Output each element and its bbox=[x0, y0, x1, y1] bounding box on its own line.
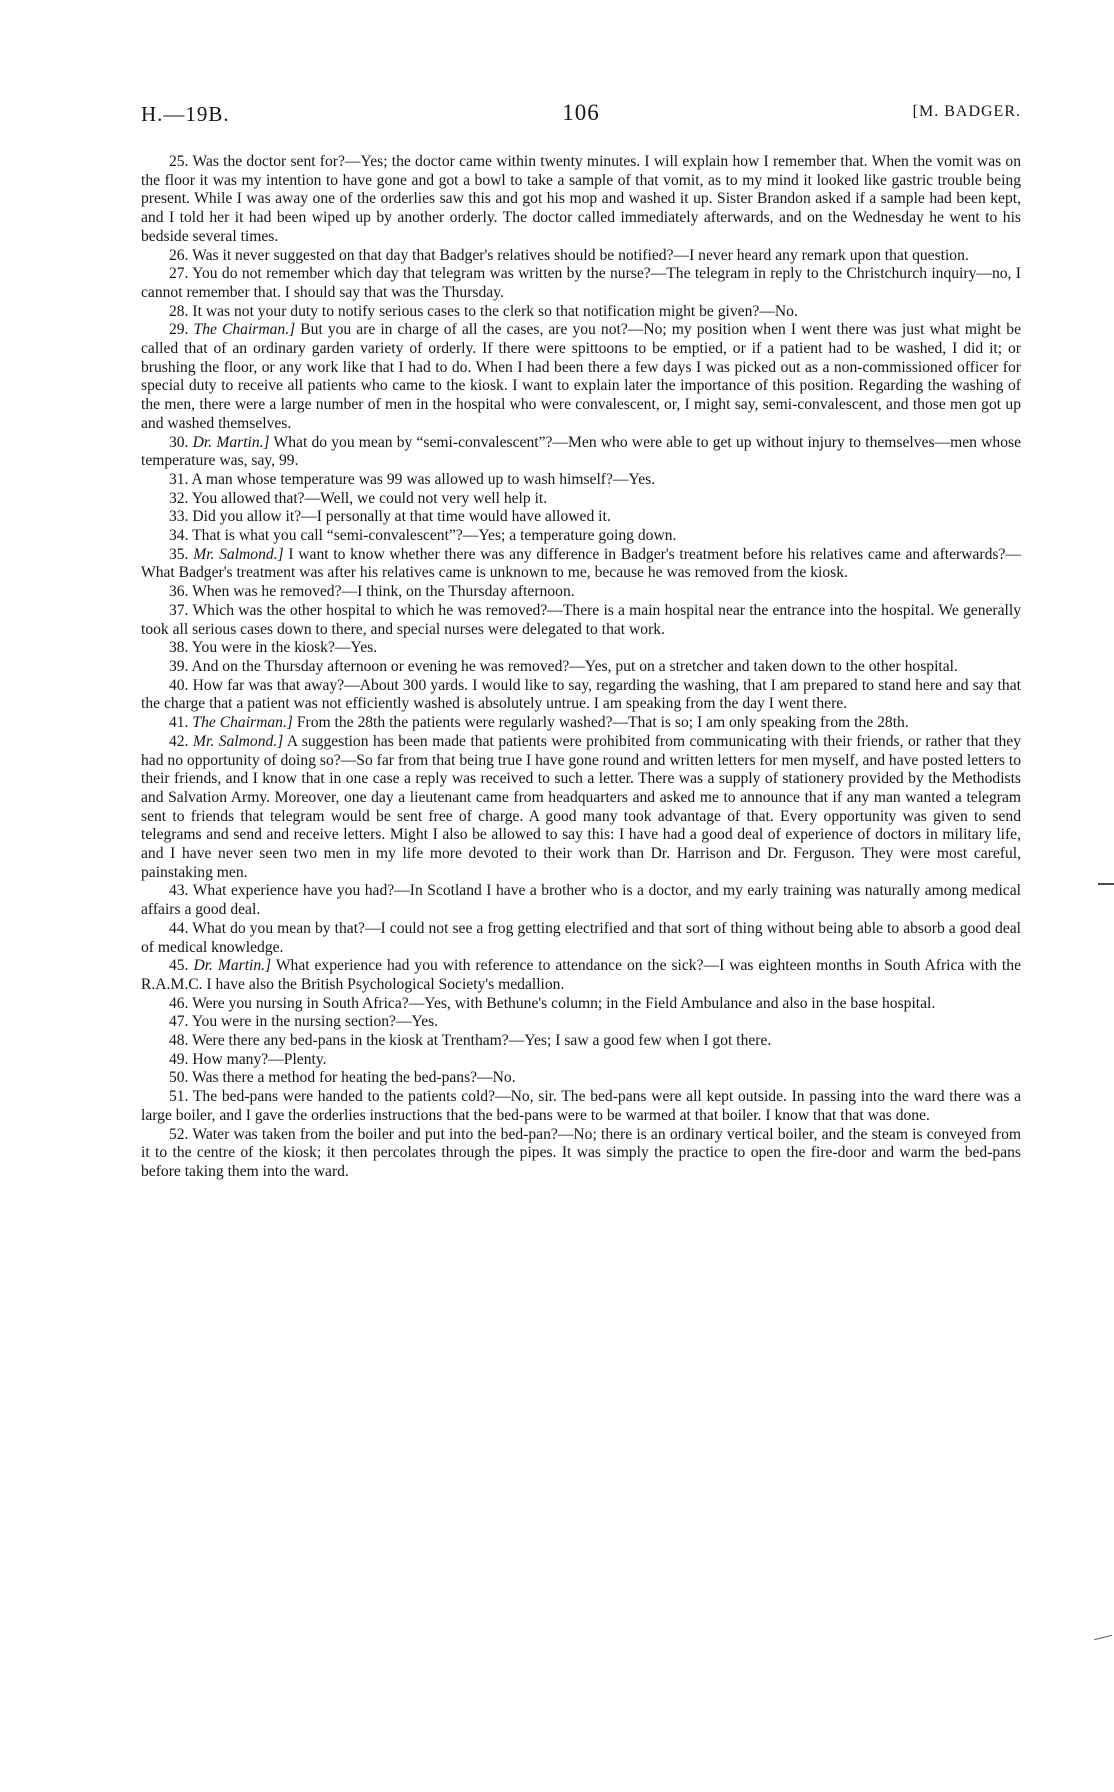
witness-name: [M. BADGER. bbox=[912, 103, 1021, 120]
question-34 bbox=[141, 527, 1021, 546]
question-answer-text: A man whose temperature was 99 was allowed up to wash himself?—Yes. bbox=[191, 470, 656, 488]
question-answer-text: Did you allow it?—I personally at that time would have allowed it. bbox=[192, 508, 611, 526]
question-number: 50. bbox=[169, 1069, 189, 1087]
question-answer-text: Was there a method for heating the bed-pans?—No. bbox=[192, 1069, 516, 1087]
question-number: 38. bbox=[169, 639, 189, 657]
question-number: 41. bbox=[169, 714, 189, 732]
question-number: 27. bbox=[169, 265, 189, 283]
question-33 bbox=[141, 508, 1021, 527]
question-answer-text: The bed-pans were handed to the patients cold?—No, sir. The bed-pans were all kept outside. In passing into the ward there was a large boiler, and I gave the orderlies instructions that the bed-pans were to be warmed at that boiler. I know that that was done. bbox=[141, 1088, 1021, 1124]
question-35 bbox=[141, 546, 1021, 583]
question-answer-text: You do not remember which day that telegram was written by the nurse?—The telegram in reply to the Christchurch inquiry—no, I cannot remember that. I should say that was the Thursday. bbox=[141, 265, 1021, 301]
question-answer-text: Was it never suggested on that day that Badger's relatives should be notified?—I never heard any remark upon that question. bbox=[192, 246, 969, 264]
question-52 bbox=[141, 1126, 1021, 1182]
speaker-name: Mr. Salmond.] bbox=[193, 732, 284, 750]
question-32 bbox=[141, 490, 1021, 509]
question-29 bbox=[141, 321, 1021, 433]
question-25 bbox=[141, 153, 1021, 247]
question-31 bbox=[141, 471, 1021, 490]
question-answer-text: Were there any bed-pans in the kiosk at Trentham?—Yes; I saw a good few when I got there. bbox=[192, 1032, 772, 1050]
question-38 bbox=[141, 639, 1021, 658]
paper-reference: H.—19B. bbox=[141, 102, 230, 126]
question-37 bbox=[141, 602, 1021, 639]
question-number: 25. bbox=[169, 153, 189, 170]
question-50 bbox=[141, 1069, 1021, 1088]
question-number: 32. bbox=[169, 489, 189, 507]
question-answer-text: Was the doctor sent for?—Yes; the doctor came within twenty minutes. I will explain how I remember that. When the vomit was on the floor it was my intention to have gone and got a bowl to take a sample of that vomit, as to my mind it looked like gastric trouble being present. While I was away one of the orderlies saw this and got his mop and washed it up. Sister Brandon asked if a sample had been kept, and I told her it had been wiped up by another orderly. The doctor called immediately afterwards, and on the Wednesday he went to his bedside several times. bbox=[141, 153, 1022, 245]
question-51 bbox=[141, 1088, 1021, 1125]
question-number: 44. bbox=[169, 919, 189, 937]
question-number: 26. bbox=[169, 246, 189, 264]
question-answer-text: What experience had you with reference to attendance on the sick?—I was eighteen months in South Africa with the R.A.M.C. I have also the British Psychological Society's medallion. bbox=[141, 957, 1021, 993]
question-number: 39. bbox=[169, 657, 189, 675]
question-46 bbox=[141, 995, 1021, 1014]
question-number: 42. bbox=[169, 732, 189, 750]
evidence-text bbox=[141, 153, 1021, 1182]
question-number: 33. bbox=[169, 508, 189, 526]
question-answer-text: What do you mean by that?—I could not see a frog getting electrified and that sort of thing without being able to absorb a good deal of medical knowledge. bbox=[141, 919, 1021, 956]
question-number: 36. bbox=[169, 583, 189, 601]
question-answer-text: Water was taken from the boiler and put into the bed-pan?—No; there is an ordinary vertical boiler, and the steam is conveyed from it to the centre of the kiosk; it then percolates through the pipes. It was simply the practice to open the fire-door and warm the bed-pans before taking them into the ward. bbox=[141, 1125, 1021, 1180]
question-42 bbox=[141, 733, 1021, 883]
question-answer-text: I want to know whether there was any difference in Badger's treatment before his relatives came and afterwards?—What Badger's treatment was after his relatives came is unknown to me, because he was removed from the kiosk. bbox=[141, 545, 1021, 582]
page-number: 106 bbox=[562, 100, 600, 125]
question-44 bbox=[141, 920, 1021, 957]
question-48 bbox=[141, 1032, 1021, 1051]
question-answer-text: But you are in charge of all the cases, are you not?—No; my position when I went there was just what might be called that of an ordinary garden variety of orderly. If there were spittoons to be emptied, or if a patient had to be washed, I did it; or brushing the floor, or any work like that I had to do. When I had been there a few days I was picked out as a non-commissioned officer for special duty to receive all patients who came to the kiosk. I want to explain later the importance of this position. Regarding the washing of the men, there were a large number of men in the hospital who were convalescent, or, I might say, semi-convalescent, and those men got up and washed themselves. bbox=[141, 321, 1021, 432]
question-number: 49. bbox=[169, 1050, 189, 1068]
question-number: 29. bbox=[169, 321, 189, 339]
question-number: 51. bbox=[169, 1088, 189, 1106]
question-47 bbox=[141, 1013, 1021, 1032]
page-header bbox=[141, 100, 1021, 134]
question-number: 43. bbox=[169, 882, 189, 900]
question-number: 34. bbox=[169, 527, 189, 545]
question-answer-text: What experience have you had?—In Scotland I have a brother who is a doctor, and my early training was naturally among medical affairs a good deal. bbox=[141, 882, 1021, 919]
question-answer-text: It was not your duty to notify serious cases to the clerk so that notification might be given?—No. bbox=[192, 302, 798, 320]
question-36 bbox=[141, 583, 1021, 602]
question-answer-text: Were you nursing in South Africa?—Yes, with Bethune's column; in the Field Ambulance and also in the base hospital. bbox=[192, 994, 936, 1012]
question-45 bbox=[141, 957, 1021, 994]
speaker-name: Mr. Salmond.] bbox=[193, 545, 284, 563]
question-number: 52. bbox=[169, 1125, 189, 1143]
question-27 bbox=[141, 265, 1021, 302]
speaker-name: Dr. Martin.] bbox=[193, 957, 272, 975]
question-number: 30. bbox=[169, 433, 189, 451]
question-number: 40. bbox=[169, 676, 189, 694]
question-answer-text: You were in the nursing section?—Yes. bbox=[191, 1013, 439, 1031]
question-30 bbox=[141, 434, 1021, 471]
question-answer-text: And on the Thursday afternoon or evening he was removed?—Yes, put on a stretcher and taken down to the other hospital. bbox=[191, 657, 958, 675]
question-39 bbox=[141, 658, 1021, 677]
question-answer-text: You were in the kiosk?—Yes. bbox=[191, 639, 378, 657]
question-number: 45. bbox=[169, 957, 189, 975]
question-answer-text: You allowed that?—Well, we could not very well help it. bbox=[191, 489, 548, 507]
question-answer-text: Which was the other hospital to which he was removed?—There is a main hospital near the entrance into the hospital. We generally took all serious cases down to there, and special nurses were delegated to that work. bbox=[141, 601, 1021, 638]
question-43 bbox=[141, 882, 1021, 919]
question-number: 37. bbox=[169, 601, 189, 619]
question-number: 46. bbox=[169, 994, 189, 1012]
question-number: 28. bbox=[169, 302, 189, 320]
question-number: 35. bbox=[169, 545, 189, 563]
question-answer-text: A suggestion has been made that patients were prohibited from communicating with their friends, or rather that they had no opportunity of doing so?—So far from that being true I have gone round and written letters for men myself, and have posted letters to their friends, and I know that in one case a reply was received to such a letter. There was a supply of stationery provided by the Methodists and Salvation Army. Moreover, one day a lieutenant came from headquarters and asked me to announce that if any man wanted a telegram sent to friends that telegram would be sent free of charge. A good many took advantage of that. Every opportunity was given to send telegrams and send and receive letters. Might I also be allowed to say this: I have had a good deal of experience of doctors in military life, and I have never seen two men in my life more devoted to their work than Dr. Harrison and Dr. Ferguson. They were most careful, painstaking men. bbox=[141, 732, 1022, 881]
margin-mark bbox=[1094, 1635, 1112, 1640]
speaker-name: The Chairman.] bbox=[192, 714, 293, 732]
question-answer-text: How far was that away?—About 300 yards. I would like to say, regarding the washing, that I am prepared to stand here and say that the charge that a patient was not efficiently washed is absolutely untrue. I am speaking from the day I went there. bbox=[141, 676, 1021, 713]
question-40 bbox=[141, 677, 1021, 714]
speaker-name: The Chairman.] bbox=[193, 321, 296, 339]
speaker-name: Dr. Martin.] bbox=[192, 433, 270, 451]
question-answer-text: From the 28th the patients were regularly washed?—That is so; I am only speaking from the 28th. bbox=[296, 714, 909, 732]
question-number: 47. bbox=[169, 1013, 189, 1031]
question-answer-text: What do you mean by “semi-convalescent”?—Men who were able to get up without injury to themselves—men whose temperature was, say, 99. bbox=[141, 433, 1021, 470]
question-answer-text: When was he removed?—I think, on the Thursday afternoon. bbox=[192, 583, 575, 601]
question-answer-text: How many?—Plenty. bbox=[192, 1050, 327, 1068]
question-answer-text: That is what you call “semi-convalescent”?—Yes; a temperature going down. bbox=[192, 527, 677, 545]
question-28 bbox=[141, 303, 1021, 322]
question-26 bbox=[141, 247, 1021, 266]
question-number: 31. bbox=[169, 470, 189, 488]
question-number: 48. bbox=[169, 1032, 189, 1050]
margin-mark bbox=[1098, 883, 1114, 885]
question-49 bbox=[141, 1051, 1021, 1070]
question-41 bbox=[141, 714, 1021, 733]
